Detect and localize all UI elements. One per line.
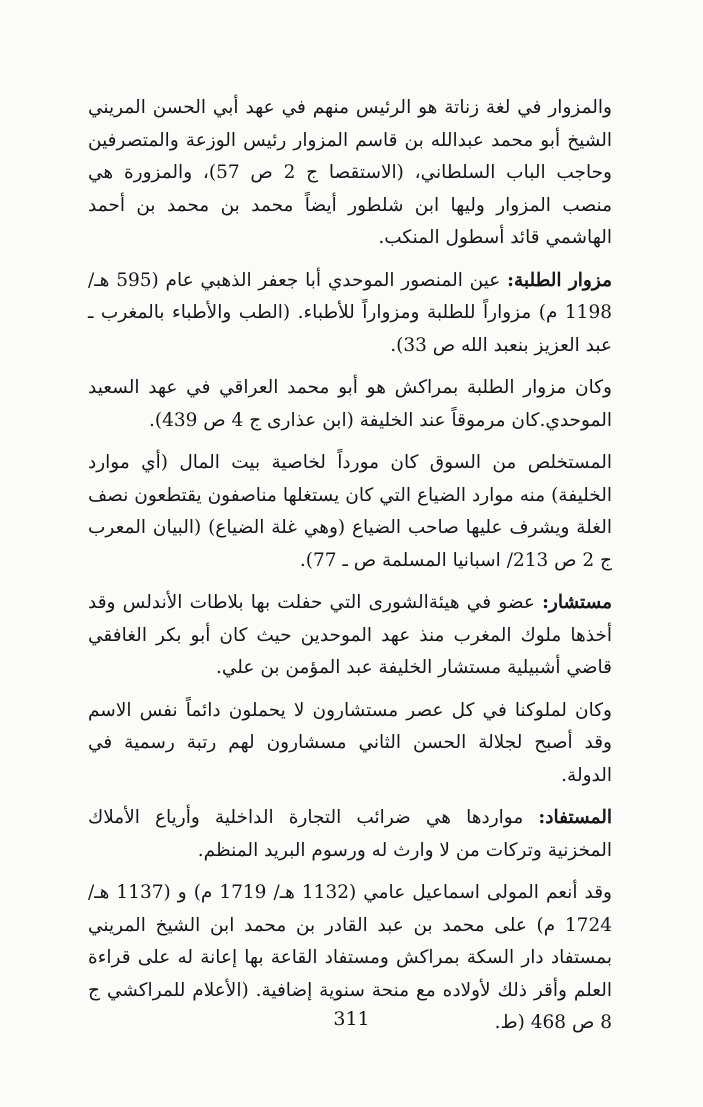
page-number: 311 — [333, 1008, 370, 1030]
paragraph-kings-advisors — [88, 695, 612, 793]
term-heading: مستشار: — [542, 592, 612, 613]
paragraph-text: عين المنصور الموحدي أبا جعفر الذهبي عام (595 هـ/ 1198 م) مزواراً للطلبة ومزواراً للأطباء. (الطب والأطباء بالمغرب ـ عبد العزيز بنعبد الله ص 33). — [88, 269, 612, 356]
page-body — [88, 92, 612, 1040]
paragraph-text: وكان مزوار الطلبة بمراكش هو أبو محمد العراقي في عهد السعيد الموحدي.كان مرموقاً عند الخليفة (ابن عذارى ج 4 ص 439). — [88, 377, 612, 431]
paragraph-marrakesh-mizwar — [88, 372, 612, 437]
paragraph-mustakhlas — [88, 447, 612, 577]
paragraph-text: والمزوار في لغة زناتة هو الرئيس منهم في عهد أبي الحسن المريني الشيخ أبو محمد عبدالله بن قاسم المزوار رئيس الوزعة والمتصرفين وحاجب الباب السلطاني، (الاستقصا ج 2 ص 57)، والمزورة هي منصب المزوار وليها ابن شلطور أيضاً محمد بن محمد بن أحمد الهاشمي قائد أسطول المنكب. — [88, 97, 612, 248]
paragraph-text: مواردها هي ضرائب التجارة الداخلية وأرياع الأملاك المخزنية وتركات من لا وارث له ورسوم البريد المنظم. — [88, 807, 612, 861]
term-heading: مزوار الطلبة: — [507, 269, 612, 291]
paragraph-text: المستخلص من السوق كان مورداً لخاصية بيت المال (أي موارد الخليفة) منه موارد الضياع التي كان يستغلها مناصفون يقتطعون نصف الغلة ويشرف عليها صاحب الضياع (وهي غلة الضياع) (البيان المعرب ج 2 ص 213/ اسبانيا المسلمة ص ـ 77). — [88, 452, 612, 571]
paragraph-text: وقد أنعم المولى اسماعيل عامي (1132 هـ/ 1719 م) و (1137 هـ/ 1724 م) على محمد بن عبد القادر بن محمد ابن الشيخ المريني بمستفاد دار السكة بمراكش ومستفاد القاعة بها إعانة له على قراءة العلم وأقر ذلك لأولاده مع منحة سنوية إضافية. (الأعلام للمراكشي ج 8 ص 468 (ط. — [88, 882, 612, 1033]
term-heading: المستفاد: — [538, 807, 612, 828]
paragraph-text: وكان لملوكنا في كل عصر مستشارون لا يحملون دائماً نفس الاسم وقد أصبح لجلالة الحسن الثاني مسشارون لهم رتبة رسمية في الدولة. — [88, 699, 612, 786]
paragraph-mustashar — [88, 587, 612, 685]
paragraph-mizwar-students — [88, 265, 612, 363]
paragraph-mizwar-zenata — [88, 92, 612, 255]
paragraph-mustafad — [88, 802, 612, 867]
paragraph-text: عضو في هيئةالشورى التي حفلت بها بلاطات الأندلس وقد أخذها ملوك المغرب منذ عهد الموحدين حيث كان أبو بكر الغافقي قاضي أشبيلية مستشار الخليفة عبد المؤمن بن علي. — [88, 592, 612, 678]
